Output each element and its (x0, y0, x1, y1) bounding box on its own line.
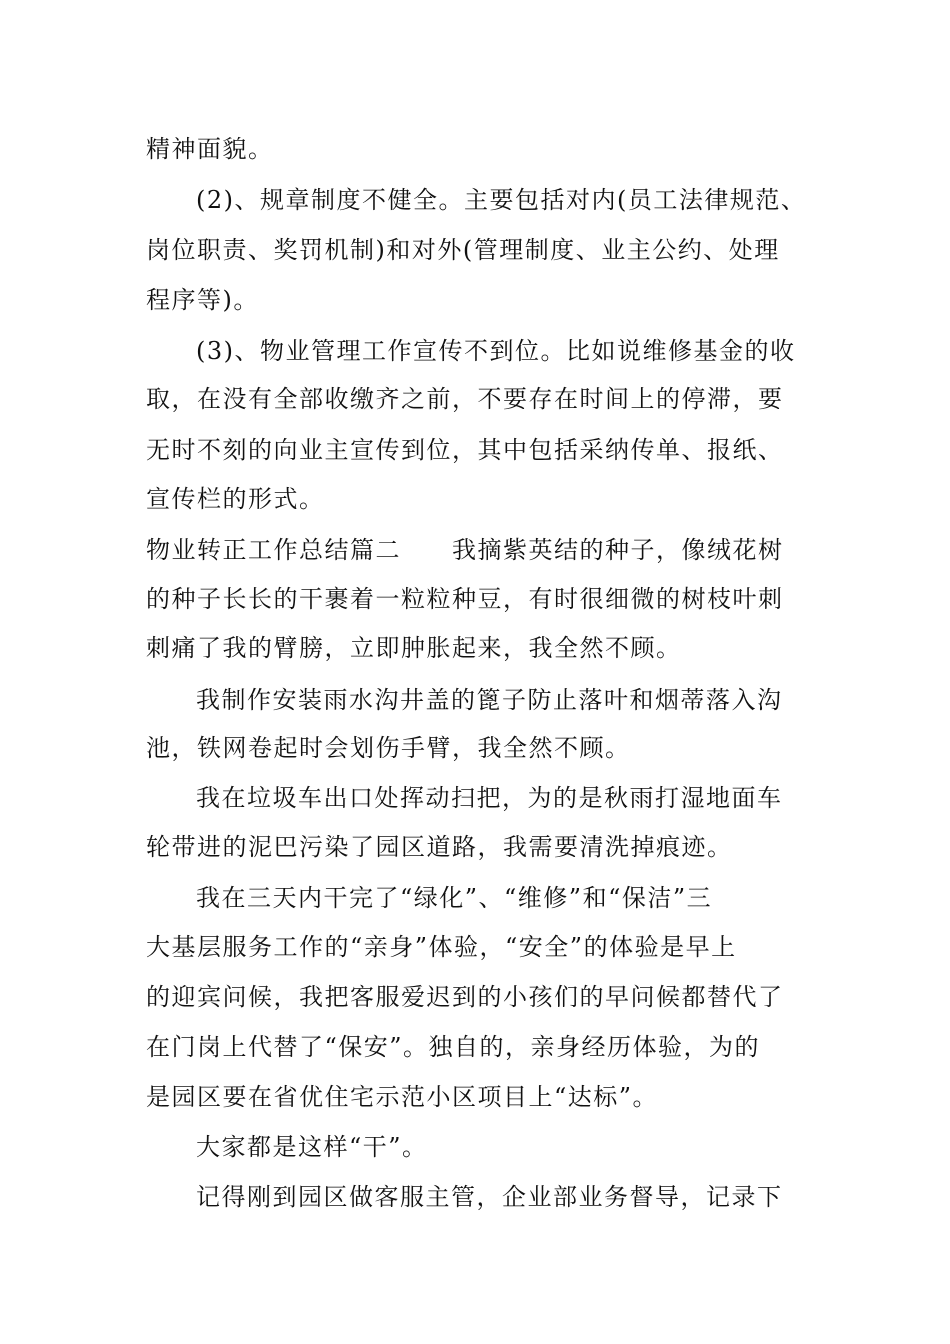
text-line: 我在三天内干完了“绿化”、“维修”和“保洁”三 (196, 884, 713, 912)
text-line: 是园区要在省优住宅示范小区项目上“达标”。 (146, 1083, 659, 1111)
text-line: (3)、物业管理工作宣传不到位。比如说维修基金的收 (196, 337, 796, 365)
text-line: 大家都是这样“干”。 (196, 1133, 428, 1161)
text-line: 程序等)。 (146, 286, 259, 314)
text-line: 轮带进的泥巴污染了园区道路，我需要清洗掉痕迹。 (146, 833, 733, 861)
text-line: 精神面貌。 (146, 135, 274, 163)
text-line: 记得刚到园区做客服主管，企业部业务督导，记录下 (196, 1183, 783, 1211)
text-line: 的种子长长的干裹着一粒粒种豆，有时很细微的树枝叶刺 (146, 585, 784, 613)
text-line: 取，在没有全部收缴齐之前，不要存在时间上的停滞，要 (146, 385, 784, 413)
text-line: 池，铁网卷起时会划伤手臂，我全然不顾。 (146, 734, 631, 762)
text-line: 宣传栏的形式。 (146, 485, 325, 513)
text-line: (2)、规章制度不健全。主要包括对内(员工法律规范、 (196, 186, 807, 214)
text-line: 的迎宾问候，我把客服爱迟到的小孩们的早问候都替代了 (146, 983, 784, 1011)
text-line: 我制作安装雨水沟井盖的篦子防止落叶和烟蒂落入沟 (196, 686, 783, 714)
text-line: 无时不刻的向业主宣传到位，其中包括采纳传单、报纸、 (146, 436, 784, 464)
text-line: 刺痛了我的臂膀，立即肿胀起来，我全然不顾。 (146, 634, 682, 662)
text-line: 大基层服务工作的“亲身”体验，“安全”的体验是早上 (146, 933, 737, 961)
text-line: 岗位职责、奖罚机制)和对外(管理制度、业主公约、处理 (146, 236, 780, 264)
section-heading-line: 物业转正工作总结篇二 我摘紫英结的种子，像绒花树 (146, 536, 784, 564)
text-line: 我在垃圾车出口处挥动扫把，为的是秋雨打湿地面车 (196, 784, 783, 812)
text-line: 在门岗上代替了“保安”。独自的，亲身经历体验，为的 (146, 1033, 761, 1061)
